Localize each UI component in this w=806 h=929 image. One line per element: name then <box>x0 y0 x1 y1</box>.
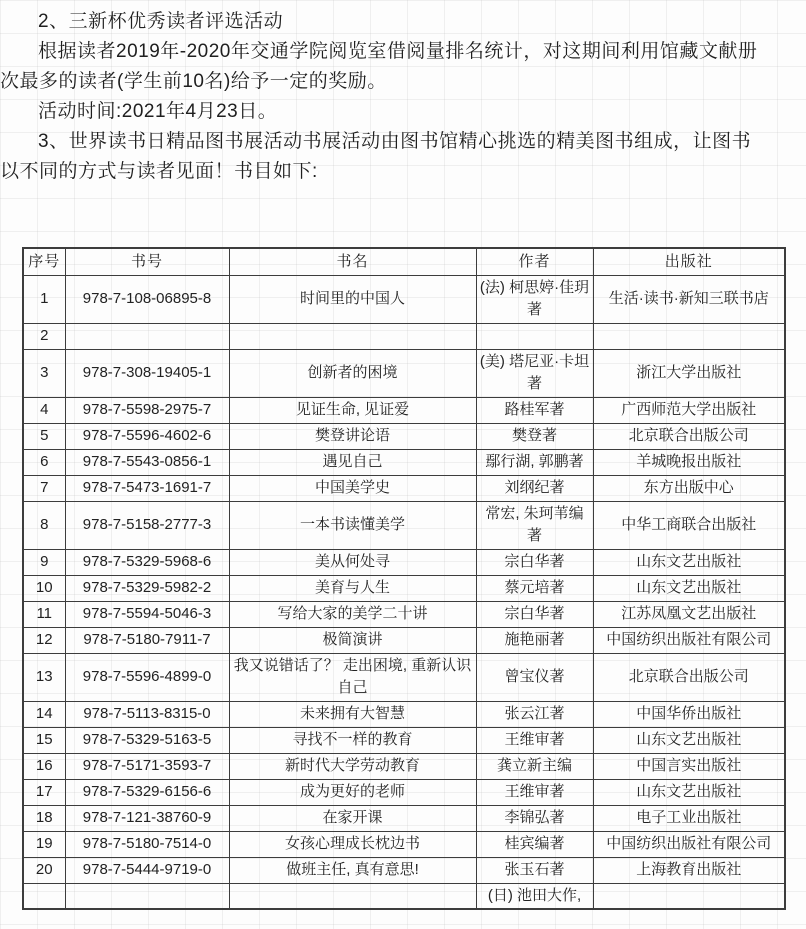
cell-title: 极简演讲 <box>229 627 476 653</box>
cell-index: 2 <box>23 323 65 349</box>
cell-title: 做班主任, 真有意思! <box>229 857 476 883</box>
cell-title: 成为更好的老师 <box>229 779 476 805</box>
cell-title: 创新者的困境 <box>229 349 476 397</box>
cell-author: (美) 塔尼亚·卡坦著 <box>476 349 593 397</box>
cell-isbn: 978-7-5329-6156-6 <box>65 779 229 805</box>
cell-title: 中国美学史 <box>229 475 476 501</box>
table-row <box>23 653 785 701</box>
cell-index: 5 <box>23 423 65 449</box>
cell-title: 女孩心理成长枕边书 <box>229 831 476 857</box>
table-row <box>23 701 785 727</box>
cell-index <box>23 883 65 909</box>
cell-isbn: 978-7-5171-3593-7 <box>65 753 229 779</box>
cell-title: 美从何处寻 <box>229 549 476 575</box>
intro-line: 2、三新杯优秀读者评选活动 <box>38 11 284 32</box>
cell-index: 9 <box>23 549 65 575</box>
table-row <box>23 323 785 349</box>
cell-author: 蔡元培著 <box>476 575 593 601</box>
cell-isbn: 978-7-5598-2975-7 <box>65 397 229 423</box>
table-row <box>23 805 785 831</box>
cell-title: 在家开课 <box>229 805 476 831</box>
cell-publisher: 上海教育出版社 <box>593 857 785 883</box>
cell-author: 刘纲纪著 <box>476 475 593 501</box>
cell-isbn: 978-7-5329-5163-5 <box>65 727 229 753</box>
cell-publisher: 北京联合出版公司 <box>593 653 785 701</box>
cell-isbn: 978-7-5180-7514-0 <box>65 831 229 857</box>
cell-index: 20 <box>23 857 65 883</box>
cell-publisher: 中国纺织出版社有限公司 <box>593 831 785 857</box>
intro-line: 根据读者2019年-2020年交通学院阅览室借阅量排名统计，对这期间利用馆藏文献册 <box>38 41 758 62</box>
cell-title: 未来拥有大智慧 <box>229 701 476 727</box>
table-row <box>23 575 785 601</box>
table-row <box>23 501 785 549</box>
col-header-author: 作者 <box>476 248 593 275</box>
table-row <box>23 779 785 805</box>
cell-index: 13 <box>23 653 65 701</box>
cell-isbn: 978-7-5180-7911-7 <box>65 627 229 653</box>
cell-isbn <box>65 883 229 909</box>
cell-isbn: 978-7-5594-5046-3 <box>65 601 229 627</box>
table-row <box>23 831 785 857</box>
cell-index: 7 <box>23 475 65 501</box>
cell-isbn: 978-7-5596-4899-0 <box>65 653 229 701</box>
cell-author: 王维审著 <box>476 727 593 753</box>
cell-publisher: 电子工业出版社 <box>593 805 785 831</box>
cell-index: 10 <box>23 575 65 601</box>
cell-author: 樊登著 <box>476 423 593 449</box>
table-row <box>23 397 785 423</box>
table-row <box>23 475 785 501</box>
cell-title: 见证生命, 见证爱 <box>229 397 476 423</box>
cell-publisher: 中国华侨出版社 <box>593 701 785 727</box>
cell-index: 19 <box>23 831 65 857</box>
intro-line: 活动时间:2021年4月23日。 <box>38 101 278 122</box>
table-row <box>23 883 785 909</box>
cell-isbn: 978-7-5158-2777-3 <box>65 501 229 549</box>
cell-author: 桂宾编著 <box>476 831 593 857</box>
cell-publisher: 山东文艺出版社 <box>593 549 785 575</box>
intro-line: 3、世界读书日精品图书展活动书展活动由图书馆精心挑选的精美图书组成，让图书 <box>38 131 752 152</box>
cell-publisher: 广西师范大学出版社 <box>593 397 785 423</box>
cell-index: 18 <box>23 805 65 831</box>
table-row <box>23 627 785 653</box>
cell-index: 6 <box>23 449 65 475</box>
intro-line: 次最多的读者(学生前10名)给予一定的奖励。 <box>0 71 387 92</box>
intro-text <box>0 0 806 187</box>
cell-publisher <box>593 323 785 349</box>
cell-title: 樊登讲论语 <box>229 423 476 449</box>
col-header-isbn: 书号 <box>65 248 229 275</box>
cell-title: 美育与人生 <box>229 575 476 601</box>
cell-isbn: 978-7-5473-1691-7 <box>65 475 229 501</box>
cell-publisher: 中华工商联合出版社 <box>593 501 785 549</box>
cell-isbn: 978-7-121-38760-9 <box>65 805 229 831</box>
cell-publisher: 山东文艺出版社 <box>593 575 785 601</box>
cell-index: 8 <box>23 501 65 549</box>
book-table-section <box>22 247 784 910</box>
cell-isbn: 978-7-5329-5982-2 <box>65 575 229 601</box>
table-header-row <box>23 248 785 275</box>
table-row <box>23 275 785 323</box>
cell-author: 施艳丽著 <box>476 627 593 653</box>
cell-author: 龚立新主编 <box>476 753 593 779</box>
col-header-title: 书名 <box>229 248 476 275</box>
cell-publisher: 江苏凤凰文艺出版社 <box>593 601 785 627</box>
col-header-publisher: 出版社 <box>593 248 785 275</box>
cell-index: 16 <box>23 753 65 779</box>
cell-author: (日) 池田大作, <box>476 883 593 909</box>
cell-title: 写给大家的美学二十讲 <box>229 601 476 627</box>
cell-title: 新时代大学劳动教育 <box>229 753 476 779</box>
cell-author: 张玉石著 <box>476 857 593 883</box>
cell-publisher: 山东文艺出版社 <box>593 779 785 805</box>
table-row <box>23 753 785 779</box>
table-row <box>23 857 785 883</box>
cell-isbn: 978-7-5596-4602-6 <box>65 423 229 449</box>
cell-publisher: 浙江大学出版社 <box>593 349 785 397</box>
cell-publisher: 东方出版中心 <box>593 475 785 501</box>
cell-author: 李锦弘著 <box>476 805 593 831</box>
cell-publisher: 中国纺织出版社有限公司 <box>593 627 785 653</box>
col-header-index: 序号 <box>23 248 65 275</box>
cell-author: 宗白华著 <box>476 549 593 575</box>
cell-publisher: 北京联合出版公司 <box>593 423 785 449</box>
cell-index: 14 <box>23 701 65 727</box>
table-row <box>23 423 785 449</box>
cell-publisher: 生活·读书·新知三联书店 <box>593 275 785 323</box>
cell-author: 路桂军著 <box>476 397 593 423</box>
cell-author: 王维审著 <box>476 779 593 805</box>
cell-index: 11 <box>23 601 65 627</box>
cell-author: 曾宝仪著 <box>476 653 593 701</box>
table-row <box>23 449 785 475</box>
cell-isbn: 978-7-5329-5968-6 <box>65 549 229 575</box>
cell-index: 17 <box>23 779 65 805</box>
cell-title <box>229 323 476 349</box>
cell-title: 我又说错话了？ 走出困境, 重新认识自己 <box>229 653 476 701</box>
table-row <box>23 727 785 753</box>
cell-publisher: 山东文艺出版社 <box>593 727 785 753</box>
cell-title: 寻找不一样的教育 <box>229 727 476 753</box>
cell-publisher: 羊城晚报出版社 <box>593 449 785 475</box>
cell-author: (法) 柯思婷·佳玥著 <box>476 275 593 323</box>
cell-isbn: 978-7-5543-0856-1 <box>65 449 229 475</box>
cell-author: 常宏, 朱珂苇编著 <box>476 501 593 549</box>
book-table <box>22 247 786 910</box>
book-table-body <box>23 275 785 909</box>
cell-author <box>476 323 593 349</box>
cell-publisher: 中国言实出版社 <box>593 753 785 779</box>
cell-publisher <box>593 883 785 909</box>
cell-index: 15 <box>23 727 65 753</box>
cell-title: 时间里的中国人 <box>229 275 476 323</box>
cell-isbn: 978-7-108-06895-8 <box>65 275 229 323</box>
table-row <box>23 549 785 575</box>
cell-author: 张云江著 <box>476 701 593 727</box>
cell-author: 宗白华著 <box>476 601 593 627</box>
cell-title <box>229 883 476 909</box>
cell-index: 3 <box>23 349 65 397</box>
cell-index: 4 <box>23 397 65 423</box>
table-row <box>23 601 785 627</box>
cell-isbn: 978-7-5113-8315-0 <box>65 701 229 727</box>
cell-index: 1 <box>23 275 65 323</box>
cell-author: 鄢行湖, 郭鹏著 <box>476 449 593 475</box>
cell-title: 遇见自己 <box>229 449 476 475</box>
table-row <box>23 349 785 397</box>
cell-index: 12 <box>23 627 65 653</box>
cell-isbn <box>65 323 229 349</box>
cell-isbn: 978-7-5444-9719-0 <box>65 857 229 883</box>
intro-line: 以不同的方式与读者见面！书目如下: <box>0 161 318 182</box>
cell-title: 一本书读懂美学 <box>229 501 476 549</box>
cell-isbn: 978-7-308-19405-1 <box>65 349 229 397</box>
